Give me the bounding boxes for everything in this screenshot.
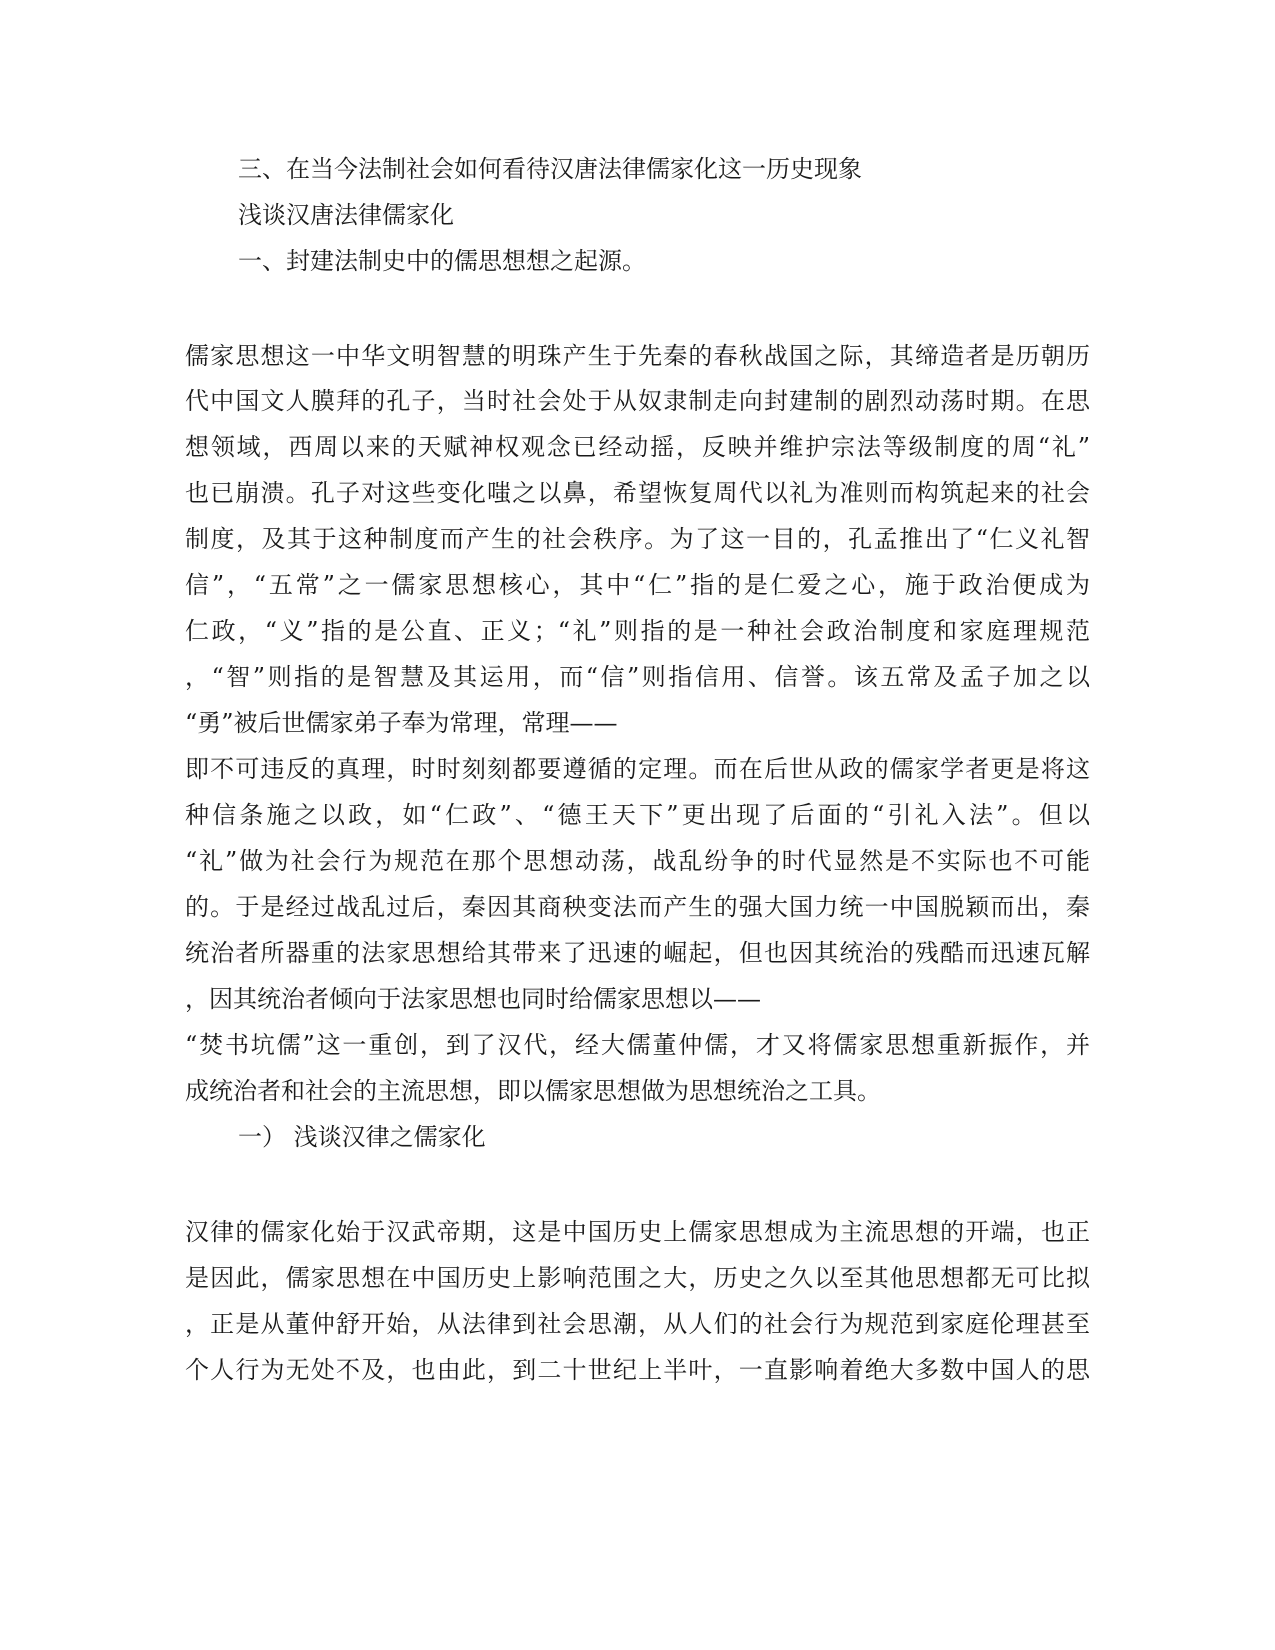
paragraph-line: 代中国文人膜拜的孔子，当时社会处于从奴隶制走向封建制的剧烈动荡时期。在思 bbox=[185, 387, 1090, 415]
paragraph-line: 成统治者和社会的主流思想，即以儒家思想做为思想统治之工具。 bbox=[185, 1077, 881, 1105]
paragraph-line: “焚书坑儒”这一重创，到了汉代，经大儒董仲儒，才又将儒家思想重新振作，并 bbox=[185, 1031, 1090, 1059]
paragraph-line: 即不可违反的真理，时时刻刻都要遵循的定理。而在后世从政的儒家学者更是将这 bbox=[185, 755, 1090, 783]
subsection-heading: 一） 浅谈汉律之儒家化 bbox=[238, 1123, 486, 1151]
paragraph-line: 制度，及其于这种制度而产生的社会秩序。为了这一目的，孔孟推出了“仁义礼智 bbox=[185, 525, 1090, 553]
paragraph-line: 信”，“五常”之一儒家思想核心，其中“仁”指的是仁爱之心，施于政治便成为 bbox=[185, 571, 1090, 599]
paragraph-line: ，“智”则指的是智慧及其运用，而“信”则指信用、信誉。该五常及孟子加之以 bbox=[185, 663, 1090, 691]
paragraph-line: “礼”做为社会行为规范在那个思想动荡，战乱纷争的时代显然是不实际也不可能 bbox=[185, 847, 1090, 875]
paragraph-line: ，因其统治者倾向于法家思想也同时给儒家思想以—— bbox=[185, 985, 761, 1013]
paragraph-line: 汉律的儒家化始于汉武帝期，这是中国历史上儒家思想成为主流思想的开端，也正 bbox=[185, 1218, 1090, 1246]
paragraph-line: 个人行为无处不及，也由此，到二十世纪上半叶，一直影响着绝大多数中国人的思 bbox=[185, 1356, 1090, 1384]
paragraph-line: 是因此，儒家思想在中国历史上影响范围之大，历史之久以至其他思想都无可比拟 bbox=[185, 1264, 1090, 1292]
section-heading-3: 三、在当今法制社会如何看待汉唐法律儒家化这一历史现象 bbox=[238, 155, 862, 183]
paragraph-line: 仁政，“义”指的是公直、正义；“礼”则指的是一种社会政治制度和家庭理规范 bbox=[185, 617, 1090, 645]
paragraph-line: 想领域，西周以来的天赋神权观念已经动摇，反映并维护宗法等级制度的周“礼” bbox=[185, 433, 1090, 461]
section-heading-1: 一、封建法制史中的儒思想想之起源。 bbox=[238, 247, 646, 275]
paragraph-line: “勇”被后世儒家弟子奉为常理，常理—— bbox=[185, 709, 618, 737]
article-title: 浅谈汉唐法律儒家化 bbox=[238, 201, 454, 229]
paragraph-line: 种信条施之以政，如“仁政”、“德王天下”更出现了后面的“引礼入法”。但以 bbox=[185, 801, 1090, 829]
paragraph-line: 统治者所器重的法家思想给其带来了迅速的崛起，但也因其统治的残酷而迅速瓦解 bbox=[185, 939, 1090, 967]
paragraph-line: 儒家思想这一中华文明智慧的明珠产生于先秦的春秋战国之际，其缔造者是历朝历 bbox=[185, 342, 1090, 370]
paragraph-line: 也已崩溃。孔子对这些变化嗤之以鼻，希望恢复周代以礼为准则而构筑起来的社会 bbox=[185, 479, 1090, 507]
paragraph-line: ，正是从董仲舒开始，从法律到社会思潮，从人们的社会行为规范到家庭伦理甚至 bbox=[185, 1310, 1090, 1338]
paragraph-line: 的。于是经过战乱过后，秦因其商秧变法而产生的强大国力统一中国脱颖而出，秦 bbox=[185, 893, 1090, 921]
